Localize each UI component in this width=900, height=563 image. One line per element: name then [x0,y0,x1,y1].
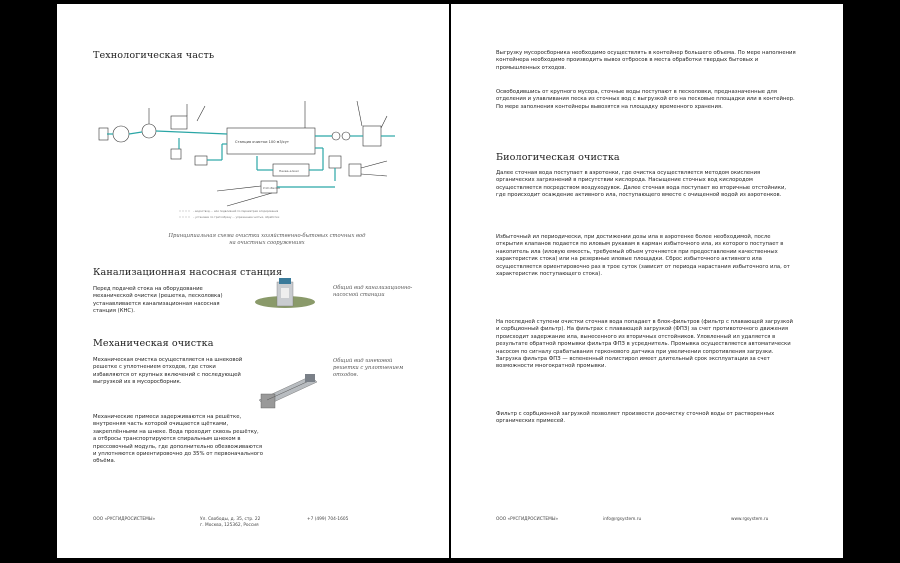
small-box-label: Пеква-алкал [279,169,299,173]
paragraph-6: Фильтр с сорбционной загрузкой позволяет произвести доочистку сточной воды от растворенных органических примесей. [496,411,775,425]
scheme-caption: Принципиальная схема очистки хозяйственно-бытовых сточных вод на очистных сооружениях [168,233,366,246]
page-title: Технологическая часть [93,50,215,61]
paragraph-2: Освободившись от крупного мусора, сточные воды поступают в песколовки, предназначенные для отделения и улавливания песка из сточных вод с выгрузкой его на песковые площадки или в контейнер. По мере заполнения контейнеры вывозятся на площадку временного хранения. [496,89,795,110]
section-text-kns: Перед подачей стока на оборудование механической очистки (решетка, песколовка) устанавливается канализационная насосная станция (КНС). [93,286,223,315]
sludge-box [171,149,181,159]
screen-box [171,116,187,129]
disinfection-label: Усоб обмотки [263,187,281,190]
air-box [349,164,361,176]
paragraph-1: Выгрузку мусоросборника необходимо осуществлять в контейнер большего объема. По мере наполнения контейнера необходимо производить вывоз отбросов в места обработки твердых бытовых и промышленных отходов. [496,50,796,71]
treatment-scheme-diagram [87,86,407,236]
main-station-label: Станция очистки 100 м3/сут [235,140,290,144]
screw-screen-image [253,370,321,412]
uv-box [363,126,381,146]
filter-circle-2 [342,132,350,140]
inlet-tank [99,128,108,140]
section-text-mechanical-2: Механические примеси задерживаются на решётке, внутренняя часть которой очищается щётками, закреплёнными на шнеке. Вода проходит сквозь решётку, а отбросы транспортируются спиральным шнеком в прессовочный модуль, где дополнительно обезвоживаются и уплотняются ориентировочно до 35% от первоначального объёма. [93,414,264,465]
footer-email: info@rgsystem.ru [603,517,642,522]
paragraph-5: На последней ступени очистки сточная вода попадает в блок-фильтров (фильтр с плавающей загрузкой и сорбционный фильтр). На фильтрах с плавающей загрузкой (ФПЗ) за счет противоточного движения происходит задержание ила, вынесенного из вторичных отстойников. Уловленный ил удаляется в результате обратной промывки фильтра ФПЗ в усреднитель. Промывка осуществляется автоматически насосом по сигналу срабатывания герконового датчика при увеличении сопротивления загрузки. Загрузка фильтра ФПЗ — вспененный полистирол имеет длительный срок эксплуатации за счет возможности многократной промывки. [496,319,793,370]
blower-box [329,156,341,168]
footer-address [200,517,290,529]
pump-station-image [253,274,323,320]
caption-mechanical: Общий вид шнековой решетки с уплотнением отходов. [333,358,404,378]
footer-address-line1: Ул. Свободы, д. 35, стр. 22 [200,517,261,522]
caption-kns: Общий вид канализационно-насосной станции [333,285,413,298]
grit-circle [142,124,156,138]
paragraph-4: Избыточный ил периодически, при достижении дозы ила в аэротенке более необходимой, после открытия клапанов подается по иловым рукавам в карман избыточного ила, из которого поступает в накопитель ила (иловую емкость, требуемый объем уточняется при предоставлении качественных характеристик стока) или на резервные иловые площадки. Сброс избыточного активного ила осуществляется ориентировочно раз в трое суток (зависит от периода нарастания избыточного ила, от характеристик поступающего стока). [496,234,790,278]
pump-box [195,156,207,165]
left-page [57,4,449,558]
footer-company: ООО «РУСГИДРОСИСТЕМЫ» [93,517,156,522]
inlet-pump-circle [113,126,129,142]
section-heading-kns: Канализационная насосная станция [93,267,283,278]
paragraph-3: Далее сточная вода поступает в аэротенки, где очистка осуществляется методом окисления органических загрязнений в присутствии кислорода. Насыщение сточных вод кислородом осуществляется посредством воздуходувок. Далее сточная вода поступает во вторичные отстойники, где происходит осаждение активного ила, поступающего вместе с очищенной водой из аэротенков. [496,170,787,199]
scheme-note-1: – водоотвод … или подвлияний по параметрам хлорирования [193,210,279,213]
filter-circle-1 [332,132,340,140]
section-heading-biological: Биологическая очистка [496,152,620,163]
footer-company-right: ООО «РУСГИДРОСИСТЕМЫ» [496,517,559,522]
scheme-note-2: – установки по тратообразу … упражнение чистых, обработки [193,216,280,219]
footer-phone: +7 (499) 704-1605 [307,517,349,522]
section-heading-mechanical: Механическая очистка [93,338,214,349]
section-text-mechanical: Механическая очистка осуществляется на шнековой решетке с уплотнением отходов, где стоки избавляются от крупных включений с последующей выгрузкой их в мусоросборник. [93,357,243,386]
footer-address-line2: г. Москва, 125362, Россия [200,523,259,528]
right-page [451,4,843,558]
footer-website: www.rgsystem.ru [731,517,769,522]
